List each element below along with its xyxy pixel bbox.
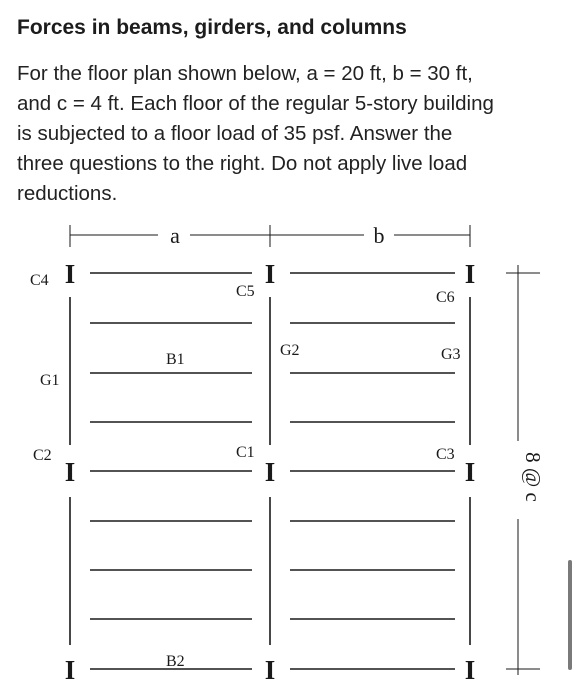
problem-line: three questions to the right. Do not apply live load [17,152,468,175]
problem-line: is subjected to a floor load of 35 psf. Answer the [17,122,453,145]
column-label-c3: C3 [436,446,455,463]
beam-label-b1: B1 [166,351,185,368]
girder-label-g2: G2 [280,342,300,359]
problem-statement [17,59,567,209]
beam-label-b2: B2 [166,653,185,670]
column-c4-symbol: I [64,259,76,289]
column-c2-symbol: I [64,457,76,487]
problem-line: For the floor plan shown below, a = 20 ft, b = 30 ft, [17,62,473,85]
column-label-c4: C4 [30,272,49,289]
girder-label-g3: G3 [441,346,461,363]
scrollbar-thumb[interactable] [568,560,572,670]
page-title: Forces in beams, girders, and columns [17,16,407,39]
column-label-c2: C2 [33,447,52,464]
problem-line: and c = 4 ft. Each floor of the regular 5-story building [17,92,494,115]
column-label-c6: C6 [436,289,455,306]
dimension-label-b: b [373,223,385,248]
dimension-label-spacing: 8 @ c [521,452,545,502]
column-label-c5: C5 [236,283,255,300]
dimension-label-a: a [170,223,180,248]
column-c6-symbol: I [464,259,476,289]
column-c1-symbol: I [264,457,276,487]
column-labels [30,272,455,464]
girder-label-g1: G1 [40,372,60,389]
column-bottom-left-symbol: I [64,655,76,685]
column-c3-symbol: I [464,457,476,487]
floor-plan-diagram [0,205,578,700]
column-bottom-mid-symbol: I [264,655,276,685]
column-bottom-right-symbol: I [464,655,476,685]
girder-labels [40,342,461,389]
dimension-top [70,225,470,247]
column-c5-symbol: I [264,259,276,289]
problem-line: reductions. [17,182,118,205]
beam-labels [166,351,185,670]
column-label-c1: C1 [236,444,255,461]
